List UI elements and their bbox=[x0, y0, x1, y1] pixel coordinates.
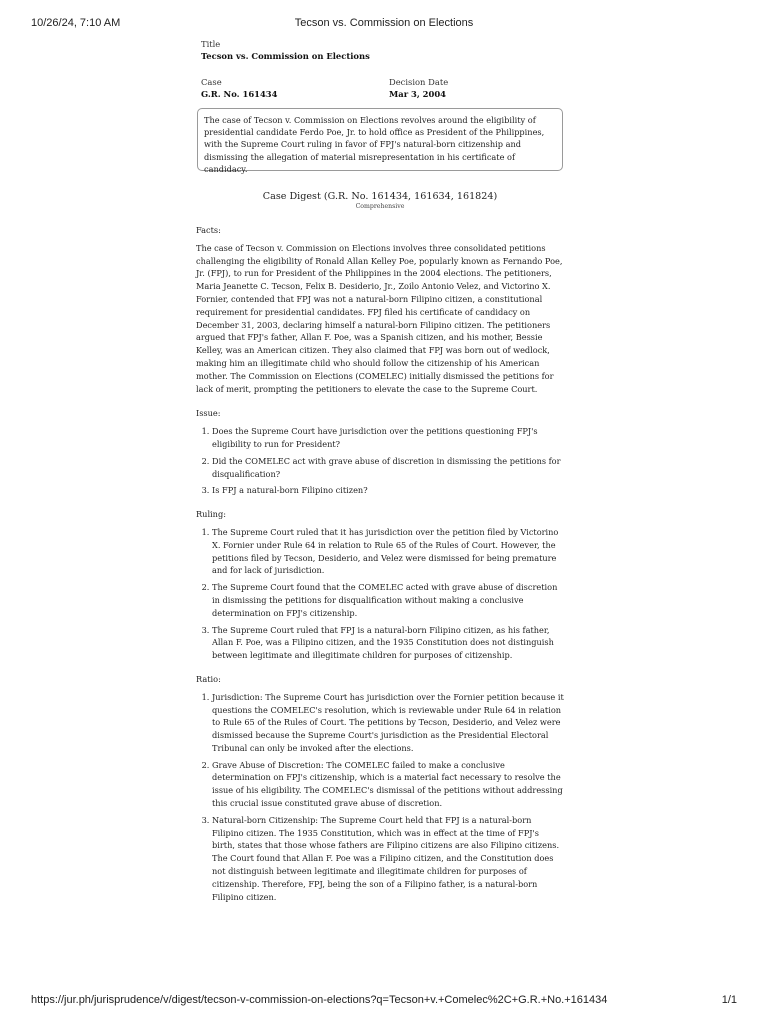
list-item: 1. The Supreme Court ruled that it has jurisdiction over the petition filed by Victorino X. Fornier under Rule 64 in relation to Rule 65 of the Rules of Court. However, the petitions filed by Tecson, Desiderio, and Velez were dismissed for being premature and for lack of jurisdiction. bbox=[212, 526, 564, 577]
ratio-text: The Supreme Court has jurisdiction over the Fornier petition because it questions the COMELEC's resolution, which is reviewable under Rule 64 in relation to Rule 65 of the Rules of Court. The petitions by Tecson, Desiderio, and Velez were dismissed because the Supreme Court's jurisdiction as the Presidential Electoral Tribunal can only be invoked after the elections. bbox=[212, 691, 564, 753]
list-item: 3. The Supreme Court ruled that FPJ is a natural-born Filipino citizen, as his father, Allan F. Poe, was a Filipino citizen, and the 1935 Constitution does not distinguish between legitimate and illegitimate children for purposes of citizenship. bbox=[212, 624, 564, 662]
digest-title: Case Digest (G.R. No. 161434, 161634, 161824) bbox=[262, 191, 498, 202]
print-header bbox=[31, 17, 737, 31]
case-value: G.R. No. 161434 bbox=[201, 89, 278, 99]
print-doc-title: Tecson vs. Commission on Elections bbox=[294, 17, 474, 29]
list-item: 1. Does the Supreme Court have jurisdiction over the petitions questioning FPJ's eligibility to run for President? bbox=[212, 425, 564, 451]
decision-date-label: Decision Date bbox=[389, 77, 449, 87]
print-footer bbox=[31, 994, 737, 1008]
ruling-label: Ruling: bbox=[196, 509, 226, 520]
meta-decision-date bbox=[389, 76, 448, 100]
list-item bbox=[212, 814, 564, 904]
case-label: Case bbox=[201, 77, 222, 87]
ratio-label: Ratio: bbox=[196, 673, 221, 684]
meta-title bbox=[201, 38, 370, 62]
ratio-term: Natural-born Citizenship: bbox=[212, 814, 319, 825]
print-url: https://jur.ph/jurisprudence/v/digest/tecson-v-commission-on-elections?q=Tecson+v.+Comelec%2C+G.R.+No.+161434 bbox=[31, 994, 608, 1006]
ratio-text: The COMELEC failed to make a conclusive determination on FPJ's citizenship, which is a material fact necessary to resolve the issue of his eligibility. The COMELEC's dismissal of the petitions without addressing this crucial issue constituted grave abuse of discretion. bbox=[212, 759, 563, 809]
list-item: 2. The Supreme Court found that the COMELEC acted with grave abuse of discretion in dismissing the petitions for disqualification without making a conclusive determination on FPJ's citizenship. bbox=[212, 581, 564, 619]
meta-case bbox=[201, 76, 277, 100]
case-digest bbox=[196, 190, 564, 914]
list-item: 3. Is FPJ a natural-born Filipino citizen? bbox=[212, 484, 564, 497]
facts-label: Facts: bbox=[196, 225, 221, 235]
ratio-list bbox=[196, 691, 564, 904]
page-number: 1/1 bbox=[721, 994, 737, 1006]
ratio-text: The Supreme Court held that FPJ is a natural-born Filipino citizen. The 1935 Constitution, which was in effect at the time of FPJ's birth, states that those whose fathers are Filipino citizens are also Filipino citizens. The Court found that Allan F. Poe was a Filipino citizen, and the Constitution does not distinguish between legitimate and illegitimate children for purposes of citizenship. Therefore, FPJ, being the son of a Filipino father, is a natural-born Filipino citizen. bbox=[212, 814, 560, 902]
list-item bbox=[212, 691, 564, 755]
title-value: Tecson vs. Commission on Elections bbox=[201, 51, 370, 61]
print-datetime: 10/26/24, 7:10 AM bbox=[31, 17, 121, 29]
issue-label: Issue: bbox=[196, 408, 221, 419]
summary-box: The case of Tecson v. Commission on Elections revolves around the eligibility of presidential candidate Ferdo Poe, Jr. to hold office as President of the Philippines, with the Supreme Court ruling in favor of FPJ's natural-born citizenship and dismissing the allegation of material misrepresentation in his certificate of candidacy. bbox=[197, 108, 563, 171]
list-item bbox=[212, 759, 564, 810]
list-item: 2. Did the COMELEC act with grave abuse of discretion in dismissing the petitions for disqualification? bbox=[212, 455, 564, 481]
digest-subtitle: Comprehensive bbox=[355, 203, 405, 210]
ratio-term: Grave Abuse of Discretion: bbox=[212, 759, 324, 770]
facts-text: The case of Tecson v. Commission on Elections involves three consolidated petitions challenging the eligibility of Ronald Allan Kelley Poe, popularly known as Fernando Poe, Jr. (FPJ), to run for President of the Philippines in the 2004 elections. The petitioners, Maria Jeanette C. Tecson, Felix B. Desiderio, Jr., Zoilo Antonio Velez, and Victorino X. Fornier, contended that FPJ was not a natural-born Filipino citizen, a constitutional requirement for presidential candidates. FPJ filed his certificate of candidacy on December 31, 2003, declaring himself a natural-born Filipino citizen. The petitioners argued that FPJ's father, Allan F. Poe, was a Spanish citizen, and his mother, Bessie Kelley, was an American citizen. They also claimed that FPJ was born out of wedlock, making him an illegitimate child who should follow the citizenship of his American mother. The Commission on Elections (COMELEC) initially dismissed the petitions for lack of merit, prompting the petitioners to elevate the case to the Supreme Court. bbox=[196, 242, 563, 394]
ruling-list bbox=[196, 526, 564, 662]
decision-date-value: Mar 3, 2004 bbox=[389, 89, 446, 99]
issue-list bbox=[196, 425, 564, 497]
ratio-term: Jurisdiction: bbox=[212, 691, 263, 702]
title-label: Title bbox=[201, 39, 221, 49]
